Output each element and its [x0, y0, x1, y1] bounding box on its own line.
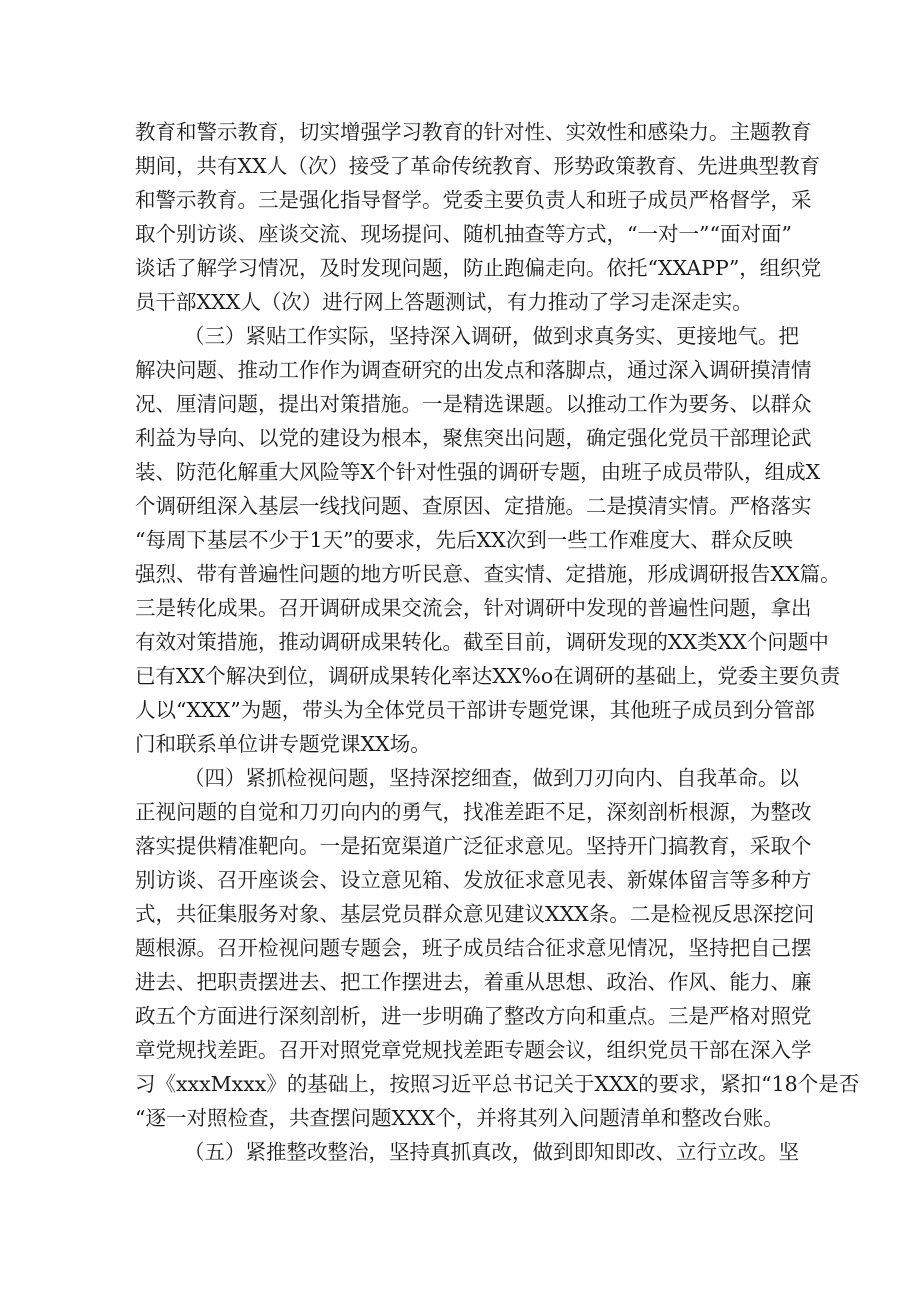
text-line: 别访谈、召开座谈会、设立意见箱、发放征求意见表、新媒体留言等多种方	[135, 868, 812, 892]
text-line: 式，共征集服务对象、基层党员群众意见建议XXX条。二是检视反思深挖问	[135, 902, 815, 926]
text-line: 解决问题、推动工作作为调查研究的出发点和落脚点，通过深入调研摸清情	[135, 358, 812, 382]
text-line: 谈话了解学习情况，及时发现问题，防止跑偏走向。依托“XXAPP”，组织党	[135, 256, 822, 280]
text-line: 政五个方面进行深刻剖析，进一步明确了整改方向和重点。三是严格对照党	[135, 1004, 812, 1028]
text-line: 强烈、带有普遍性问题的地方听民意、查实情、定措施，形成调研报告XX篇。	[135, 562, 841, 586]
text-line: 三是转化成果。召开调研成果交流会，针对调研中发现的普遍性问题，拿出	[135, 596, 812, 620]
text-line: 个调研组深入基层一线找问题、查原因、定措施。二是摸清实情。严格落实	[135, 494, 812, 518]
text-line: 正视问题的自觉和刀刃向内的勇气，找准差距不足，深刻剖析根源，为整改	[135, 800, 812, 824]
text-line: 已有XX个解决到位，调研成果转化率达XX%o在调研的基础上，党委主要负责	[135, 664, 841, 688]
text-line: 和警示教育。三是强化指导督学。党委主要负责人和班子成员严格督学，采	[135, 188, 812, 212]
text-line: 习《xxxMxxx》的基础上，按照习近平总书记关于XXX的要求，紧扣“18个是否	[135, 1072, 860, 1096]
text-line: 况、厘清问题，提出对策措施。一是精选课题。以推动工作为要务、以群众	[135, 392, 812, 416]
text-line: 利益为导向、以党的建设为根本，聚焦突出问题，确定强化党员干部理论武	[135, 426, 812, 450]
text-line: 员干部XXX人（次）进行网上答题测试，有力推动了学习走深走实。	[135, 290, 753, 314]
text-line: 有效对策措施，推动调研成果转化。截至目前，调研发现的XX类XX个问题中	[135, 630, 829, 654]
paragraph-heading-4: （四）紧抓检视问题，坚持深挖细查，做到刀刃向内、自我革命。以	[184, 766, 799, 790]
text-line: “每周下基层不少于1天”的要求，先后XX次到一些工作难度大、群众反映	[135, 528, 793, 552]
text-line: 题根源。召开检视问题专题会，班子成员结合征求意见情况，坚持把自己摆	[135, 936, 812, 960]
text-line: 章党规找差距。召开对照党章党规找差距专题会议，组织党员干部在深入学	[135, 1038, 812, 1062]
text-line: 门和联系单位讲专题党课XX场。	[135, 732, 431, 756]
text-line: 人以“XXX”为题，带头为全体党员干部讲专题党课，其他班子成员到分管部	[135, 698, 815, 722]
text-line: 进去、把职责摆进去、把工作摆进去，着重从思想、政治、作风、能力、廉	[135, 970, 812, 994]
text-line: “逐一对照检查，共查摆问题XXX个，并将其列入问题清单和整改台账。	[135, 1106, 784, 1130]
text-line: 取个别访谈、座谈交流、现场提问、随机抽查等方式，“一对一”“面对面”	[135, 222, 792, 246]
text-line: 装、防范化解重大风险等X个针对性强的调研专题，由班子成员带队，组成X	[135, 460, 821, 484]
text-line: 期间，共有XX人（次）接受了革命传统教育、形势政策教育、先进典型教育	[135, 154, 821, 178]
paragraph-heading-5: （五）紧推整改整治，坚持真抓真改，做到即知即改、立行立改。坚	[184, 1140, 799, 1164]
paragraph-heading-3: （三）紧贴工作实际，坚持深入调研，做到求真务实、更接地气。把	[184, 324, 799, 348]
text-line: 教育和警示教育，切实增强学习教育的针对性、实效性和感染力。主题教育	[135, 120, 812, 144]
text-line: 落实提供精准靶向。一是拓宽渠道广泛征求意见。坚持开门搞教育，采取个	[135, 834, 812, 858]
